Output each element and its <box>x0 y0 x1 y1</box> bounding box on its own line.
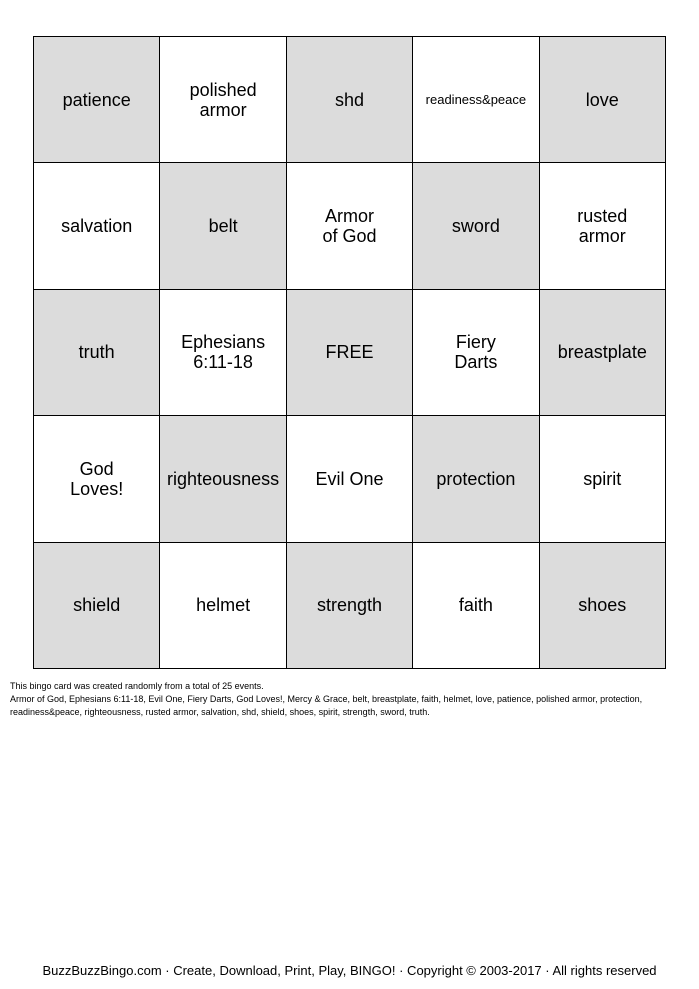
bingo-cell: shoes <box>540 543 666 669</box>
footer-copyright: BuzzBuzzBingo.com · Create, Download, Print, Play, BINGO! · Copyright © 2003-2017 · All rights reserved <box>42 963 657 978</box>
bingo-cell: love <box>540 37 666 163</box>
card-notes <box>10 680 690 719</box>
bingo-cell: shield <box>34 543 160 669</box>
bingo-cell: Fiery Darts <box>413 290 539 416</box>
bingo-cell: strength <box>287 543 413 669</box>
bingo-cell: faith <box>413 543 539 669</box>
bingo-card <box>33 36 666 669</box>
bingo-cell: shd <box>287 37 413 163</box>
bingo-cell: salvation <box>34 163 160 289</box>
bingo-cell: sword <box>413 163 539 289</box>
bingo-cell: God Loves! <box>34 416 160 542</box>
bingo-cell: rusted armor <box>540 163 666 289</box>
bingo-cell: breastplate <box>540 290 666 416</box>
bingo-cell: FREE <box>287 290 413 416</box>
bingo-cell: Evil One <box>287 416 413 542</box>
bingo-cell: righteousness <box>160 416 286 542</box>
bingo-cell: spirit <box>540 416 666 542</box>
bingo-cell: polished armor <box>160 37 286 163</box>
bingo-cell: patience <box>34 37 160 163</box>
bingo-cell: protection <box>413 416 539 542</box>
bingo-cell: Ephesians 6:11-18 <box>160 290 286 416</box>
notes-summary: This bingo card was created randomly from a total of 25 events. <box>10 681 264 691</box>
bingo-cell: belt <box>160 163 286 289</box>
bingo-cell: readiness&peace <box>413 37 539 163</box>
bingo-cell: helmet <box>160 543 286 669</box>
notes-event-list: Armor of God, Ephesians 6:11-18, Evil One, Fiery Darts, God Loves!, Mercy & Grace, belt, breastplate, faith, helmet, love, patience, polished armor, protection, readiness&peace, righteousness, rusted armor, salvation, shd, shield, shoes, spirit, strength, sword, truth. <box>10 694 643 717</box>
bingo-cell: Armor of God <box>287 163 413 289</box>
bingo-cell: truth <box>34 290 160 416</box>
